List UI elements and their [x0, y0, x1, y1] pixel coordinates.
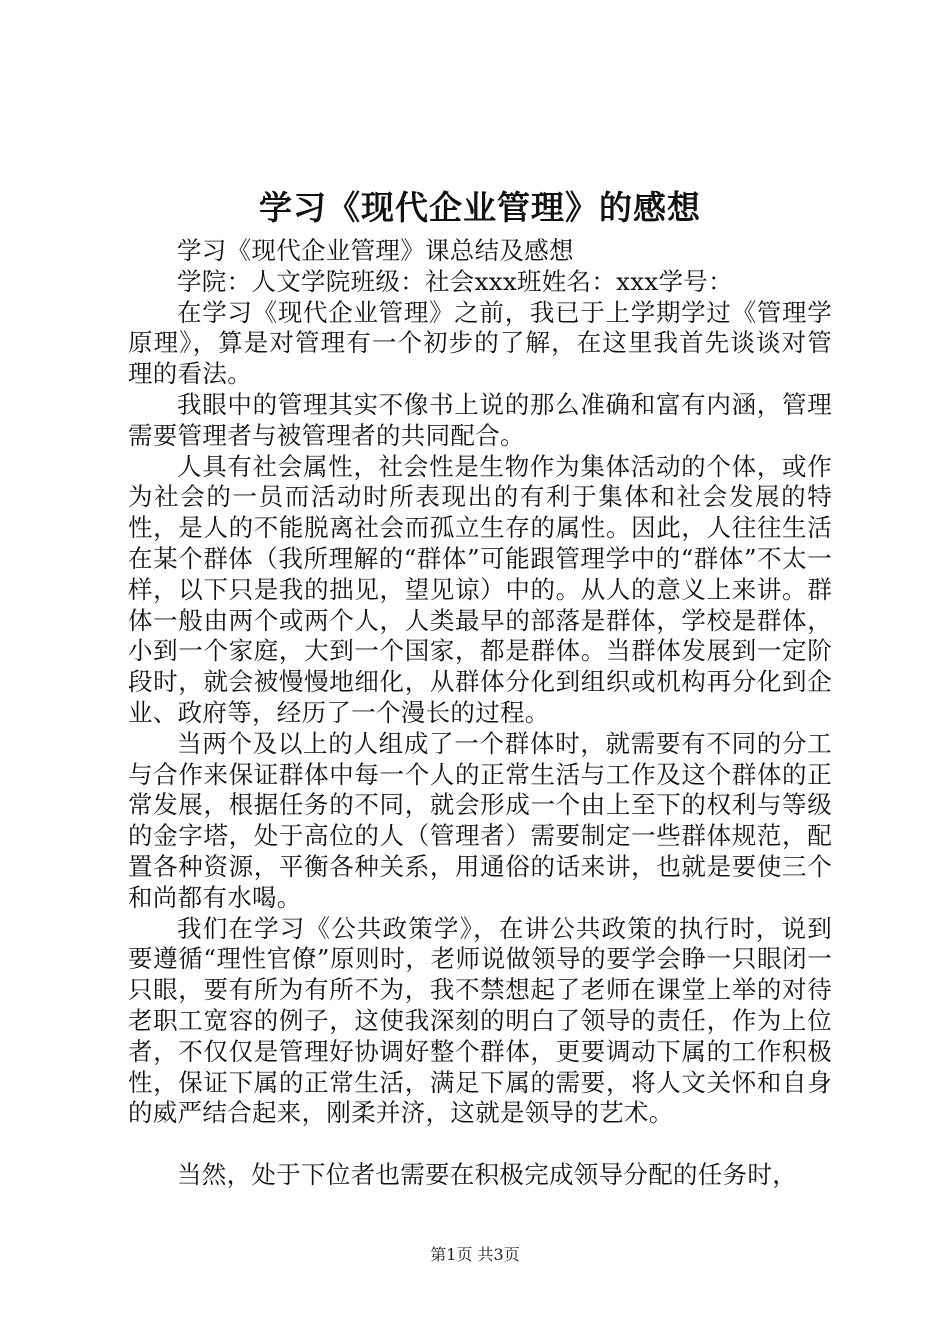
paragraph-intro: 在学习《现代企业管理》之前，我已于上学期学过《管理学原理》，算是对管理有一个初步的了解，在这里我首先谈谈对管理的看法。 — [128, 297, 832, 389]
document-subtitle: 学习《现代企业管理》课总结及感想 — [177, 236, 574, 265]
paragraph-leadership-art: 我们在学习《公共政策学》，在讲公共政策的执行时，说到要遵循“理性官僚”原则时，老师说做领导的要学会睁一只眼闭一只眼，要有所为有所不为，我不禁想起了老师在课堂上举的对待老职工宽容的例子，这使我深刻的明白了领导的责任，作为上位者，不仅仅是管理好协调好整个群体，更要调动下属的工作积极性，保证下属的正常生活，满足下属的需要，将人文关怀和自身的威严结合起来，刚柔并济，这就是领导的艺术。 — [128, 913, 832, 1128]
page-indicator: 第1页 共3页 — [430, 1245, 520, 1264]
paragraph-spacer — [128, 1129, 832, 1160]
paragraph-view-of-management: 我眼中的管理其实不像书上说的那么准确和富有内涵，管理需要管理者与被管理者的共同配合。 — [128, 389, 832, 450]
document-title: 学习《现代企业管理》的感想 — [259, 188, 701, 227]
paragraph-division-of-labor: 当两个及以上的人组成了一个群体时，就需要有不同的分工与合作来保证群体中每一个人的正常生活与工作及这个群体的正常发展，根据任务的不同，就会形成一个由上至下的权利与等级的金字塔，处于高位的人（管理者）需要制定一些群体规范，配置各种资源，平衡各种关系，用通俗的话来讲，也就是要使三个和尚都有水喝。 — [128, 728, 832, 912]
document-page — [128, 178, 832, 1191]
paragraph-subordinates: 当然，处于下位者也需要在积极完成领导分配的任务时， — [177, 1160, 797, 1190]
paragraph-social-groups: 人具有社会属性，社会性是生物作为集体活动的个体，或作为社会的一员而活动时所表现出的有利于集体和社会发展的特性，是人的不能脱离社会而孤立生存的属性。因此，人往往生活在某个群体（我所理解的“群体”可能跟管理学中的“群体”不太一样，以下只是我的拙见，望见谅）中的。从人的意义上来讲。群体一般由两个或两个人，人类最早的部落是群体，学校是群体，小到一个家庭，大到一个国家，都是群体。当群体发展到一定阶段时，就会被慢慢地细化，从群体分化到组织或机构再分化到企业、政府等，经历了一个漫长的过程。 — [128, 451, 832, 727]
student-info-line: 学院：人文学院班级：社会xxx班姓名：xxx学号： — [177, 266, 733, 296]
